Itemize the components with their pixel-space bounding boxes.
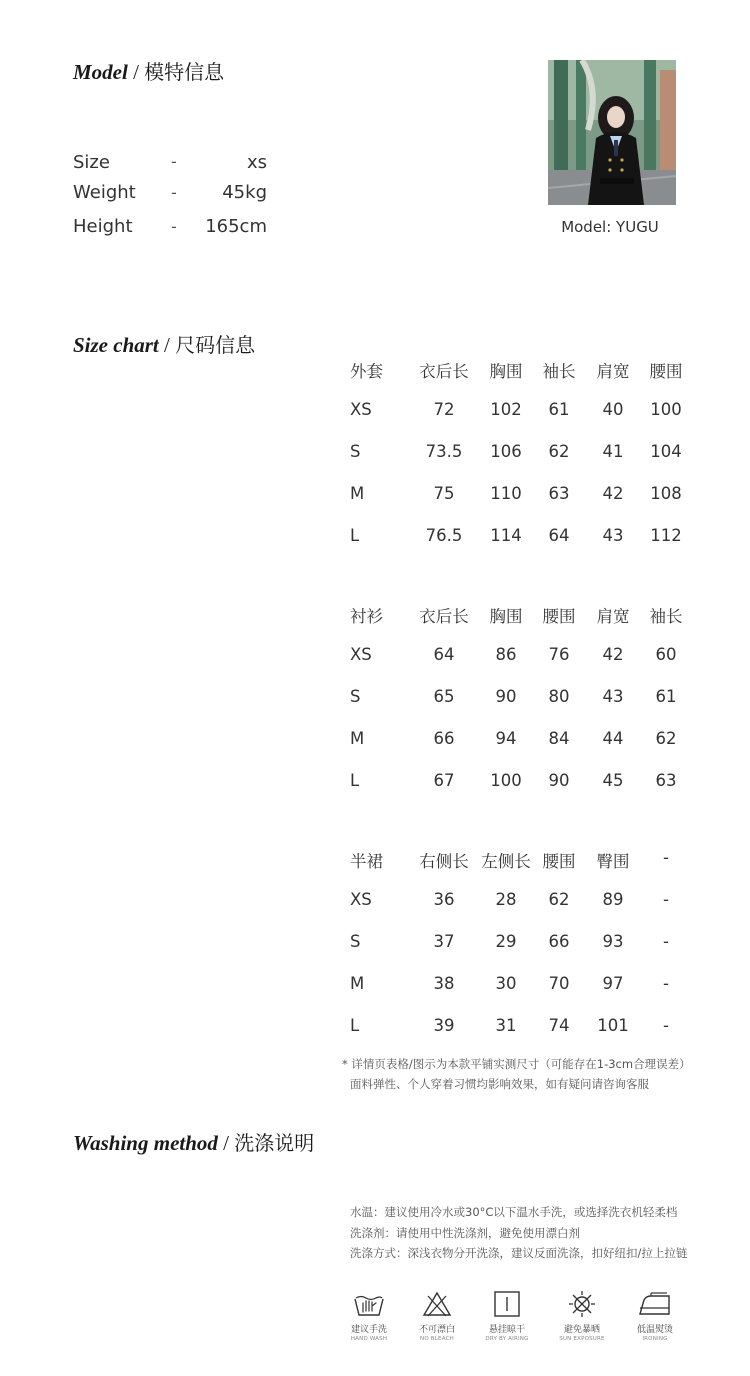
size-title-sep: / xyxy=(158,333,176,357)
low-iron-label-en: IRONING xyxy=(642,1336,668,1342)
table-cell: XS xyxy=(350,400,372,419)
table-cell: M xyxy=(350,974,365,993)
size-title-cn: 尺码信息 xyxy=(175,333,256,357)
table-cell: 86 xyxy=(495,645,517,664)
table-cell: 61 xyxy=(548,400,570,419)
table-header-cell: 腰围 xyxy=(649,362,683,381)
table-cell: M xyxy=(350,484,365,503)
table-cell: 36 xyxy=(433,890,455,909)
washing-title-en: Washing method xyxy=(73,1131,218,1155)
table-header-cell: 腰围 xyxy=(542,852,576,871)
table-header-cell: 胸围 xyxy=(489,362,523,381)
table-cell: 89 xyxy=(602,890,624,909)
table-cell: S xyxy=(350,932,361,951)
table-header-cell: 衬衫 xyxy=(350,607,383,626)
table-cell: 62 xyxy=(548,890,570,909)
table-cell: XS xyxy=(350,645,372,664)
model-section-title xyxy=(73,56,224,85)
table-header-cell: - xyxy=(663,848,669,867)
table-cell: 64 xyxy=(433,645,455,664)
table-cell: 84 xyxy=(548,729,570,748)
spec-weight-dash: - xyxy=(171,183,177,202)
table-cell: 63 xyxy=(548,484,570,503)
table-cell: S xyxy=(350,442,361,461)
table-cell: 30 xyxy=(495,974,517,993)
table-header-cell: 袖长 xyxy=(542,362,576,381)
table-header-cell: 外套 xyxy=(350,362,383,381)
model-photo xyxy=(548,60,676,205)
care-hand-wash xyxy=(334,1290,404,1342)
table-header-cell: 半裙 xyxy=(350,852,383,871)
table-cell: - xyxy=(663,974,669,993)
spec-height-label: Height xyxy=(73,216,133,237)
no-bleach-label-en: NO BLEACH xyxy=(420,1336,454,1342)
size-note-line1: * 详情页表格/图示为本款平铺实测尺寸（可能存在1-3cm合理误差） xyxy=(342,1057,691,1071)
table-header-cell: 衣后长 xyxy=(419,607,469,626)
drip-dry-icon xyxy=(491,1290,523,1318)
table-header-cell: 左侧长 xyxy=(481,852,531,871)
table-cell: S xyxy=(350,687,361,706)
spec-weight-label: Weight xyxy=(73,182,136,203)
table-cell: 97 xyxy=(602,974,624,993)
table-cell: 75 xyxy=(433,484,455,503)
drip-dry-label-en: DRY BY AIRING xyxy=(485,1336,529,1342)
table-cell: 76 xyxy=(548,645,570,664)
table-cell: 66 xyxy=(433,729,455,748)
table-cell: - xyxy=(663,890,669,909)
table-cell: 112 xyxy=(650,526,682,545)
table-header-cell: 臀围 xyxy=(596,852,630,871)
size-section-title xyxy=(73,329,255,358)
table-cell: 93 xyxy=(602,932,624,951)
table-cell: 43 xyxy=(602,526,624,545)
spec-size-dash: - xyxy=(171,152,177,171)
table-cell: 114 xyxy=(490,526,522,545)
care-drip-dry xyxy=(472,1290,542,1342)
table-cell: 41 xyxy=(602,442,624,461)
table-cell: 38 xyxy=(433,974,455,993)
table-header-cell: 胸围 xyxy=(489,607,523,626)
table-cell: 37 xyxy=(433,932,455,951)
table-cell: 40 xyxy=(602,400,624,419)
table-cell: 100 xyxy=(650,400,682,419)
model-title-sep: / xyxy=(127,60,145,84)
table-cell: 60 xyxy=(655,645,677,664)
model-title-cn: 模特信息 xyxy=(144,60,225,84)
no-bleach-label: 不可漂白 xyxy=(418,1325,455,1335)
washing-section-title xyxy=(73,1127,314,1156)
table-header-cell: 肩宽 xyxy=(596,607,630,626)
table-header-cell: 袖长 xyxy=(649,607,683,626)
wash-line-detergent: 洗涤剂：请使用中性洗涤剂，避免使用漂白剂 xyxy=(350,1226,580,1240)
no-sun-label: 避免暴晒 xyxy=(563,1325,600,1335)
care-no-bleach xyxy=(402,1290,472,1342)
model-title-en: Model xyxy=(73,60,128,84)
spec-size-label: Size xyxy=(73,152,110,173)
table-cell: 104 xyxy=(650,442,682,461)
table-header-cell: 腰围 xyxy=(542,607,576,626)
table-cell: 66 xyxy=(548,932,570,951)
table-cell: 90 xyxy=(548,771,570,790)
spec-height-value: 165cm xyxy=(205,216,267,237)
table-cell: 42 xyxy=(602,645,624,664)
spec-height-dash: - xyxy=(171,217,177,236)
table-cell: 39 xyxy=(433,1016,455,1035)
table-cell: 101 xyxy=(597,1016,629,1035)
table-cell: 76.5 xyxy=(425,526,463,545)
wash-line-temperature: 水温：建议使用冷水或30°C以下温水手洗，或选择洗衣机轻柔档 xyxy=(350,1205,678,1219)
care-no-sun xyxy=(547,1290,617,1342)
table-cell: 29 xyxy=(495,932,517,951)
hand-wash-icon xyxy=(353,1290,385,1318)
table-cell: 62 xyxy=(655,729,677,748)
table-cell: XS xyxy=(350,890,372,909)
table-header-cell: 肩宽 xyxy=(596,362,630,381)
table-cell: 44 xyxy=(602,729,624,748)
table-cell: 72 xyxy=(433,400,455,419)
table-cell: 61 xyxy=(655,687,677,706)
size-title-en: Size chart xyxy=(73,333,159,357)
washing-title-cn: 洗涤说明 xyxy=(234,1131,315,1155)
no-bleach-icon xyxy=(421,1290,453,1318)
table-cell: 64 xyxy=(548,526,570,545)
hand-wash-label-en: HAND WASH xyxy=(350,1336,388,1342)
table-cell: - xyxy=(663,932,669,951)
drip-dry-label: 悬挂晾干 xyxy=(488,1325,525,1335)
table-cell: 31 xyxy=(495,1016,517,1035)
table-header-cell: 衣后长 xyxy=(419,362,469,381)
size-note-line2: 面料弹性、个人穿着习惯均影响效果，如有疑问请咨询客服 xyxy=(350,1077,649,1091)
table-cell: 102 xyxy=(490,400,522,419)
table-cell: 110 xyxy=(490,484,522,503)
spec-weight-value: 45kg xyxy=(222,182,267,203)
table-cell: 70 xyxy=(548,974,570,993)
table-cell: 42 xyxy=(602,484,624,503)
table-cell: 90 xyxy=(495,687,517,706)
low-iron-icon xyxy=(637,1290,673,1318)
table-header-cell: 右侧长 xyxy=(419,852,469,871)
no-sun-label-en: SUN EXPOSURE xyxy=(559,1336,605,1342)
spec-size-value: xs xyxy=(246,152,267,173)
table-cell: L xyxy=(350,1016,360,1035)
table-cell: 100 xyxy=(490,771,522,790)
table-cell: 65 xyxy=(433,687,455,706)
table-cell: 108 xyxy=(650,484,682,503)
table-cell: 74 xyxy=(548,1016,570,1035)
model-caption: Model: YUGU xyxy=(561,218,659,236)
table-cell: 67 xyxy=(433,771,455,790)
table-cell: 63 xyxy=(655,771,677,790)
table-cell: M xyxy=(350,729,365,748)
table-cell: 62 xyxy=(548,442,570,461)
table-cell: 80 xyxy=(548,687,570,706)
no-sun-icon xyxy=(566,1290,598,1318)
washing-title-sep: / xyxy=(217,1131,235,1155)
table-cell: 45 xyxy=(602,771,624,790)
table-cell: 106 xyxy=(490,442,522,461)
low-iron-label: 低温熨烫 xyxy=(636,1325,673,1335)
table-cell: 43 xyxy=(602,687,624,706)
table-cell: L xyxy=(350,771,360,790)
table-cell: 94 xyxy=(495,729,517,748)
table-cell: - xyxy=(663,1016,669,1035)
care-low-iron xyxy=(620,1290,690,1342)
model-photo-illustration xyxy=(548,60,676,205)
hand-wash-label: 建议手洗 xyxy=(350,1325,387,1335)
wash-line-method: 洗涤方式：深浅衣物分开洗涤，建议反面洗涤，扣好纽扣/拉上拉链 xyxy=(350,1246,688,1260)
table-cell: L xyxy=(350,526,360,545)
table-cell: 73.5 xyxy=(425,442,463,461)
table-cell: 28 xyxy=(495,890,517,909)
